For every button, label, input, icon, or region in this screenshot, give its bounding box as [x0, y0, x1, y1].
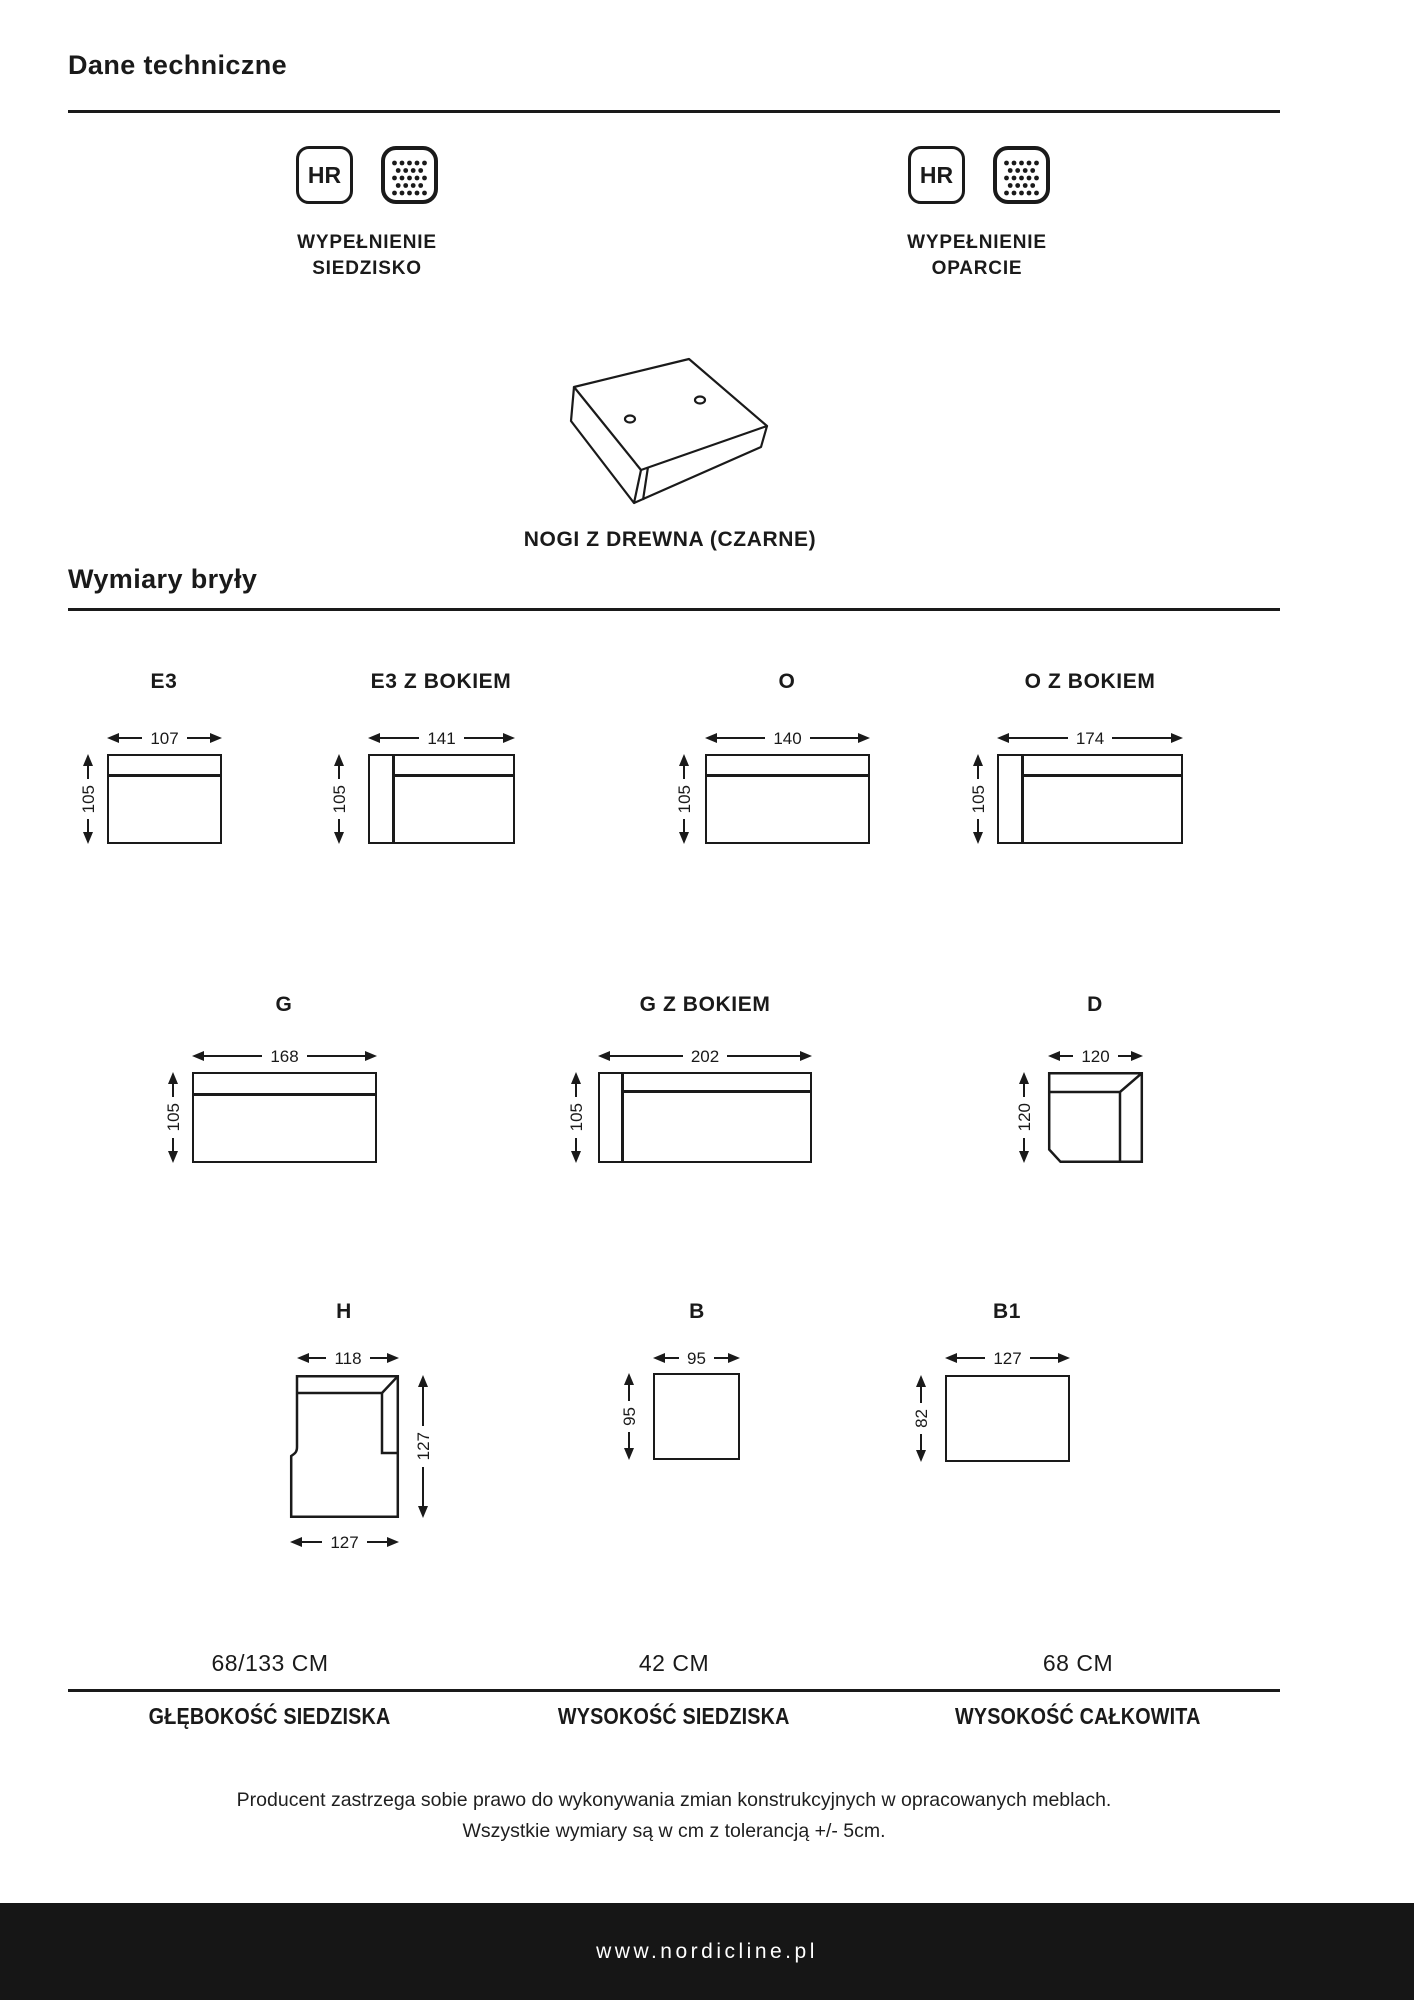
back-filling-label [852, 230, 1102, 282]
hr-badge-label: HR [307, 161, 342, 188]
stat-total-height-value [876, 1650, 1280, 1677]
module-d-height-dim [1016, 1072, 1032, 1163]
module-b1-title: B1 [992, 1300, 1022, 1323]
dim-value: 105 [566, 1103, 586, 1132]
dim-value: 95 [687, 1348, 706, 1368]
section-title-dimensions: Wymiary bryły [68, 564, 258, 594]
module-b1-height-dim [913, 1375, 929, 1462]
disclaimer-line2: Wszystkie wymiary są w cm z tolerancją +/- 5cm. [462, 1820, 886, 1842]
module-b-title: B [689, 1300, 705, 1323]
module-o-width-dim [705, 730, 870, 746]
module-o-side-width-dim [997, 730, 1183, 746]
module-o-drawing [705, 754, 870, 844]
stat-seat-depth-label [68, 1703, 472, 1730]
divider [68, 110, 1280, 113]
divider [68, 608, 1280, 611]
dim-value: 127 [413, 1432, 433, 1461]
backrest-line [707, 774, 868, 777]
module-h-top-width-dim [297, 1350, 399, 1366]
dim-value: 105 [674, 784, 694, 814]
module-g-side-width-dim [598, 1048, 812, 1064]
dim-value: 95 [619, 1407, 639, 1426]
backrest-line [109, 774, 220, 777]
module-o-height-dim [676, 754, 692, 844]
module-h-height-dim [415, 1375, 431, 1518]
module-g-title: G [275, 993, 293, 1016]
dim-value: 105 [968, 784, 988, 814]
dim-value: 174 [1075, 728, 1105, 748]
module-d-title: D [1087, 993, 1103, 1016]
module-e3-side-drawing [368, 754, 515, 844]
backrest-line [621, 1090, 810, 1093]
dim-value: 140 [773, 728, 802, 748]
divider [68, 1689, 1280, 1692]
back-filling-line2: OPARCIE [931, 258, 1023, 280]
disclaimer-text [68, 1785, 1280, 1847]
module-o-side-drawing [997, 754, 1183, 844]
stat-total-height-label [876, 1703, 1280, 1730]
module-e3-drawing [107, 754, 222, 844]
stat-seat-height-label [472, 1703, 876, 1730]
dim-value: 127 [330, 1532, 359, 1552]
stat-value: 42 CM [638, 1650, 710, 1676]
stats-values-row [68, 1650, 1280, 1677]
module-g-side-title: G Z BOKIEM [639, 993, 771, 1016]
module-e3-side-height-dim [331, 754, 347, 844]
wooden-leg-drawing [558, 352, 788, 512]
dim-value: 118 [334, 1348, 362, 1368]
dim-value: 105 [329, 784, 349, 814]
stat-label: WYSOKOŚĆ CAŁKOWITA [955, 1703, 1201, 1729]
disclaimer-line1: Producent zastrzega sobie prawo do wykonywania zmian konstrukcyjnych w opracowanych meblach. [236, 1789, 1112, 1811]
dim-value: 120 [1081, 1046, 1110, 1066]
module-b1-drawing [945, 1375, 1070, 1462]
dim-value: 105 [163, 1103, 183, 1132]
backrest-line [1021, 774, 1181, 777]
footer-link[interactable]: www.nordicline.pl [596, 1939, 818, 1963]
foam-dots-icon [381, 146, 438, 204]
module-o-title: O [778, 670, 796, 693]
module-h-bottom-width-dim [290, 1534, 399, 1550]
module-b-height-dim [621, 1373, 637, 1460]
stat-seat-depth-value [68, 1650, 472, 1677]
module-g-width-dim [192, 1048, 377, 1064]
foam-dots-icon [993, 146, 1050, 204]
armrest-line [392, 756, 395, 842]
module-b1-width-dim [945, 1350, 1070, 1366]
module-e3-title: E3 [150, 670, 178, 693]
module-h-title: H [336, 1300, 352, 1323]
module-b-width-dim [653, 1350, 740, 1366]
dim-value: 120 [1014, 1103, 1034, 1132]
legs-caption: NOGI Z DREWNA (CZARNE) [523, 528, 817, 551]
armrest-line [1021, 756, 1024, 842]
backrest-line [194, 1093, 375, 1096]
armrest-line [621, 1074, 624, 1161]
stat-value: 68 CM [1042, 1650, 1114, 1676]
module-o-side-title: O Z BOKIEM [1024, 670, 1156, 693]
module-e3-side-width-dim [368, 730, 515, 746]
module-h-drawing [290, 1375, 399, 1518]
module-d-drawing [1048, 1072, 1143, 1163]
seat-filling-line1: WYPEŁNIENIE [297, 232, 437, 253]
module-g-height-dim [165, 1072, 181, 1163]
seat-filling-label [242, 230, 492, 282]
module-e3-side-title: E3 Z BOKIEM [370, 670, 512, 693]
seat-filling-line2: SIEDZISKO [312, 258, 422, 280]
module-d-width-dim [1048, 1048, 1143, 1064]
dim-value: 168 [270, 1046, 299, 1066]
stats-labels-row [68, 1703, 1280, 1730]
hr-foam-icon [908, 146, 965, 204]
dim-value: 127 [993, 1348, 1022, 1368]
stat-label: WYSOKOŚĆ SIEDZISKA [558, 1703, 790, 1729]
back-filling-line1: WYPEŁNIENIE [907, 232, 1047, 253]
backrest-line [392, 774, 513, 777]
dim-value: 107 [150, 728, 179, 748]
module-g-side-height-dim [568, 1072, 584, 1163]
section-title-technical-data: Dane techniczne [68, 50, 288, 80]
module-g-side-drawing [598, 1072, 812, 1163]
dim-value: 105 [78, 784, 98, 814]
stat-label: GŁĘBOKOŚĆ SIEDZISKA [149, 1703, 391, 1729]
dim-value: 82 [911, 1409, 931, 1428]
module-b-drawing [653, 1373, 740, 1460]
module-e3-width-dim [107, 730, 222, 746]
hr-badge-label: HR [919, 161, 954, 188]
stat-value: 68/133 CM [211, 1650, 329, 1676]
module-g-drawing [192, 1072, 377, 1163]
footer-bar [0, 1903, 1414, 2000]
stat-seat-height-value [472, 1650, 876, 1677]
dim-value: 141 [427, 728, 456, 748]
module-e3-height-dim [80, 754, 96, 844]
module-o-side-height-dim [970, 754, 986, 844]
dim-value: 202 [690, 1046, 720, 1066]
hr-foam-icon [296, 146, 353, 204]
